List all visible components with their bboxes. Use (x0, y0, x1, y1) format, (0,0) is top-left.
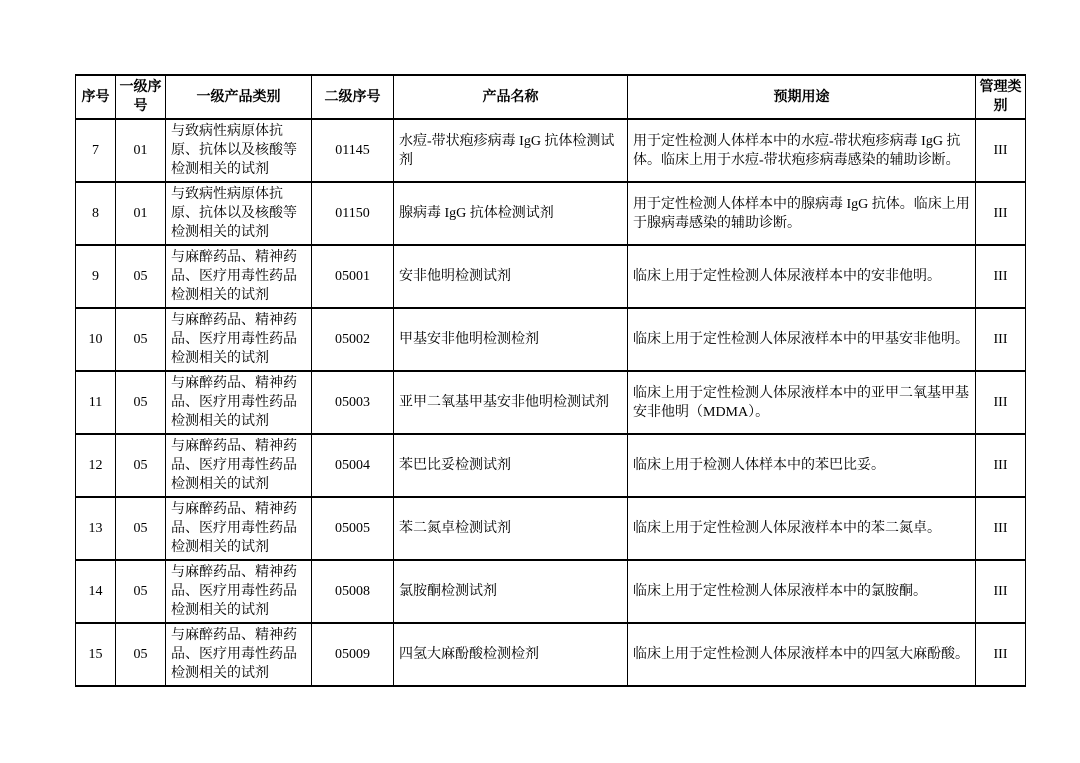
cell-seq: 10 (76, 308, 116, 371)
column-header-use: 预期用途 (628, 75, 976, 119)
cell-seq: 12 (76, 434, 116, 497)
column-header-level2: 二级序号 (312, 75, 394, 119)
cell-level1: 01 (116, 119, 166, 182)
cell-level2: 05004 (312, 434, 394, 497)
cell-name: 四氢大麻酚酸检测检剂 (394, 623, 628, 686)
cell-seq: 13 (76, 497, 116, 560)
cell-name: 腺病毒 IgG 抗体检测试剂 (394, 182, 628, 245)
cell-use: 临床上用于定性检测人体尿液样本中的亚甲二氧基甲基安非他明（MDMA）。 (628, 371, 976, 434)
cell-name: 苯巴比妥检测试剂 (394, 434, 628, 497)
cell-level1: 05 (116, 560, 166, 623)
table-row (76, 308, 1026, 371)
column-header-name: 产品名称 (394, 75, 628, 119)
cell-level2: 05003 (312, 371, 394, 434)
cell-level2: 05002 (312, 308, 394, 371)
cell-category: 与麻醉药品、精神药品、医疗用毒性药品检测相关的试剂 (166, 245, 312, 308)
table-row (76, 560, 1026, 623)
cell-level1: 05 (116, 245, 166, 308)
table-row (76, 623, 1026, 686)
column-header-category: 一级产品类别 (166, 75, 312, 119)
column-header-class: 管理类别 (976, 75, 1026, 119)
cell-seq: 14 (76, 560, 116, 623)
cell-class: III (976, 623, 1026, 686)
cell-level1: 05 (116, 497, 166, 560)
cell-category: 与致病性病原体抗原、抗体以及核酸等检测相关的试剂 (166, 119, 312, 182)
cell-name: 安非他明检测试剂 (394, 245, 628, 308)
cell-seq: 7 (76, 119, 116, 182)
column-header-seq: 序号 (76, 75, 116, 119)
table-row (76, 497, 1026, 560)
product-classification-table (75, 74, 1026, 687)
cell-level1: 05 (116, 434, 166, 497)
table-row (76, 371, 1026, 434)
cell-level2: 05001 (312, 245, 394, 308)
cell-level2: 01150 (312, 182, 394, 245)
cell-category: 与麻醉药品、精神药品、医疗用毒性药品检测相关的试剂 (166, 560, 312, 623)
cell-class: III (976, 497, 1026, 560)
cell-level2: 05008 (312, 560, 394, 623)
cell-use: 用于定性检测人体样本中的水痘-带状疱疹病毒 IgG 抗体。临床上用于水痘-带状疱疹病毒感染的辅助诊断。 (628, 119, 976, 182)
cell-class: III (976, 308, 1026, 371)
cell-seq: 9 (76, 245, 116, 308)
cell-seq: 15 (76, 623, 116, 686)
cell-class: III (976, 119, 1026, 182)
cell-level1: 05 (116, 308, 166, 371)
cell-use: 临床上用于定性检测人体尿液样本中的安非他明。 (628, 245, 976, 308)
cell-class: III (976, 434, 1026, 497)
cell-category: 与麻醉药品、精神药品、医疗用毒性药品检测相关的试剂 (166, 434, 312, 497)
cell-level2: 05005 (312, 497, 394, 560)
cell-level1: 05 (116, 623, 166, 686)
table-body (76, 119, 1026, 686)
cell-name: 苯二氮卓检测试剂 (394, 497, 628, 560)
cell-level2: 05009 (312, 623, 394, 686)
cell-category: 与致病性病原体抗原、抗体以及核酸等检测相关的试剂 (166, 182, 312, 245)
cell-use: 用于定性检测人体样本中的腺病毒 IgG 抗体。临床上用于腺病毒感染的辅助诊断。 (628, 182, 976, 245)
cell-category: 与麻醉药品、精神药品、医疗用毒性药品检测相关的试剂 (166, 497, 312, 560)
column-header-level1: 一级序号 (116, 75, 166, 119)
cell-category: 与麻醉药品、精神药品、医疗用毒性药品检测相关的试剂 (166, 623, 312, 686)
cell-use: 临床上用于定性检测人体尿液样本中的苯二氮卓。 (628, 497, 976, 560)
cell-name: 亚甲二氧基甲基安非他明检测试剂 (394, 371, 628, 434)
cell-category: 与麻醉药品、精神药品、医疗用毒性药品检测相关的试剂 (166, 308, 312, 371)
cell-seq: 8 (76, 182, 116, 245)
cell-name: 甲基安非他明检测检剂 (394, 308, 628, 371)
table-row (76, 182, 1026, 245)
cell-name: 水痘-带状疱疹病毒 IgG 抗体检测试剂 (394, 119, 628, 182)
cell-use: 临床上用于检测人体样本中的苯巴比妥。 (628, 434, 976, 497)
table-row (76, 119, 1026, 182)
cell-seq: 11 (76, 371, 116, 434)
cell-class: III (976, 560, 1026, 623)
table-header (76, 75, 1026, 119)
cell-category: 与麻醉药品、精神药品、医疗用毒性药品检测相关的试剂 (166, 371, 312, 434)
cell-level1: 05 (116, 371, 166, 434)
cell-class: III (976, 245, 1026, 308)
cell-class: III (976, 182, 1026, 245)
table-header-row (76, 75, 1026, 119)
cell-use: 临床上用于定性检测人体尿液样本中的四氢大麻酚酸。 (628, 623, 976, 686)
cell-use: 临床上用于定性检测人体尿液样本中的甲基安非他明。 (628, 308, 976, 371)
table-row (76, 434, 1026, 497)
cell-class: III (976, 371, 1026, 434)
cell-level2: 01145 (312, 119, 394, 182)
table-row (76, 245, 1026, 308)
cell-name: 氯胺酮检测试剂 (394, 560, 628, 623)
cell-level1: 01 (116, 182, 166, 245)
cell-use: 临床上用于定性检测人体尿液样本中的氯胺酮。 (628, 560, 976, 623)
